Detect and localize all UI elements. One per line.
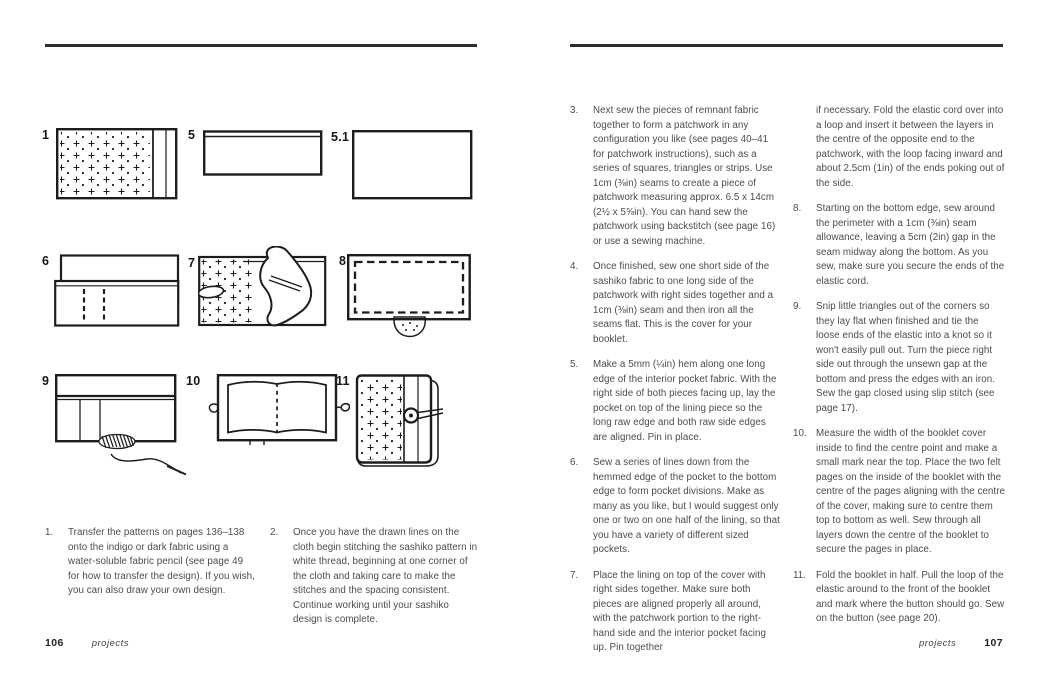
figure-5-label: 5 [188,128,196,142]
figure-5-1-drawing [352,130,473,200]
figure-6 [42,252,192,332]
step-8-text: Starting on the bottom edge, sew around the perimeter with a 1cm (⅜in) seam allowance, leaving a 5cm (2in) gap in the seam midway along the bottom. As you sew, make sure you secure the ends of the elastic cord. [816,203,1005,287]
figure-1-label: 1 [42,128,50,142]
right-steps-column-1 [570,104,780,667]
step-7-continued-number [793,104,816,191]
right-page-footer [919,637,1003,649]
step-11-number: 11. [793,569,807,581]
step-7-text: Place the lining on top of the cover with right sides together. Make sure both pieces are aligned properly all around, with the patchwork portion to the right-hand side and the interior pocket facing up. Pin together [593,569,767,653]
step-8-number: 8. [793,203,802,214]
step-3 [570,104,780,249]
left-page-footer [45,637,129,649]
left-page-number: 106 [45,637,64,649]
step-10-text: Measure the width of the booklet cover inside to find the centre point and make a small mark near the top. Place the two felt pages on the inside of the booklet with the centre of the pages aligning with the centre of the cover, making sure to centre them top to bottom as well. Sew through all layers down the centre of the booklet to secure the pages in place. [816,428,1006,555]
figure-11 [336,372,456,472]
left-steps-column-2 [270,526,480,639]
step-9-text: Snip little triangles out of the corners so they lay flat when finished and tie the loose ends of the elastic into a knot so it won't easily pull out. Turn the piece right side out through the unsewn gap at the bottom and press the edges with an iron. Sew the gap closed using slip stitch (see page 17). [816,301,995,414]
step-9-number: 9. [793,301,802,312]
step-1 [45,526,256,599]
step-5 [570,358,780,445]
figure-1 [42,126,182,206]
figure-9 [42,372,197,484]
right-steps-column-2 [793,104,1005,638]
figure-1-drawing [56,128,178,200]
figure-11-drawing [350,372,450,468]
figure-6-label: 6 [42,254,50,268]
top-rule-right [570,44,1003,47]
step-6-number: 6. [570,457,579,468]
step-11-text: Fold the booklet in half. Pull the loop of the elastic around to the front of the booklet and mark where the button should go. Sew on the button (see page 20). [816,569,1005,624]
step-3-text: Next sew the pieces of remnant fabric together to form a patchwork in any configuration you like (see pages 40–41 for patchwork instructions), such as a series of squares, triangles or strips. Use 1cm (⅜in) seams to create a piece of patchwork measuring approx. 6.5 x 14cm (2½ x 5⅝in). You can hand sew the patchwork using backstitch (see page 16) or use a sewing machine. [593,105,776,247]
figure-10-label: 10 [186,374,201,388]
step-2 [270,526,480,628]
step-1-text: Transfer the patterns on pages 136–138 onto the indigo or dark fabric using a water-soluble fabric pencil (see page 49 for how to transfer the design). If you wish, you can also draw your own design. [68,527,255,596]
step-7 [570,569,780,656]
figure-11-label: 11 [336,374,350,388]
step-1-number: 1. [45,527,54,538]
step-4-number: 4. [570,261,579,272]
step-8 [793,202,1005,289]
figure-9-label: 9 [42,374,50,388]
step-4 [570,260,780,347]
step-7-continued-text: if necessary. Fold the elastic cord over into a loop and insert it between the layers in the centre of the opposite end to the patchwork, with the loop facing inward and about 2.5cm (1in) of the ends poking out of the side. [816,105,1005,189]
figure-8 [339,252,484,344]
figure-5-1-label: 5.1 [331,130,350,144]
figure-5-1 [331,128,481,208]
step-10-number: 10. [793,428,807,439]
figure-5-drawing [203,129,323,177]
left-steps-column-1 [45,526,256,610]
step-6 [570,456,780,558]
step-4-text: Once finished, sew one short side of the sashiko fabric to one long side of the patchwork with right sides together and a 1cm (⅜in) seam and then iron all the seams flat. This is the cover for your booklet. [593,261,774,345]
step-3-number: 3. [570,105,579,116]
step-7-number: 7. [570,569,579,581]
figure-10-drawing [202,374,350,450]
figure-7 [188,246,338,338]
top-rule-left [45,44,477,47]
step-2-number: 2. [270,527,279,538]
step-5-number: 5. [570,359,579,370]
step-11 [793,569,1005,627]
figure-9-drawing [55,374,191,482]
left-section-label: projects [91,638,129,649]
right-section-label: projects [919,638,957,649]
figure-8-label: 8 [339,254,347,268]
figure-5 [188,126,328,186]
right-page-number: 107 [984,637,1003,649]
step-10 [793,427,1005,558]
figure-8-drawing [347,254,473,340]
figure-7-label: 7 [188,256,196,270]
step-7-continued [793,104,1005,191]
figure-6-drawing [54,254,182,328]
step-2-text: Once you have the drawn lines on the cloth begin stitching the sashiko pattern in white thread, beginning at one corner of the cloth and taking care to make the stitches and the spacing consistent. Continue working until your sashiko design is complete. [293,527,478,625]
figure-10 [186,372,346,454]
step-5-text: Make a 5mm (¼in) hem along one long edge of the interior pocket fabric. With the right side of both pieces facing up, lay the pocket on top of the lining piece so the long raw edge and both raw side edges are aligned. Pin in place. [593,359,777,443]
step-9 [793,300,1005,416]
step-6-text: Sew a series of lines down from the hemmed edge of the pocket to the bottom edge to form pocket divisions. Make as many as you like, but I would suggest only one or two on one half of the lining, so that you have a variety of different sized pockets. [593,457,780,555]
figure-7-drawing [198,246,328,332]
